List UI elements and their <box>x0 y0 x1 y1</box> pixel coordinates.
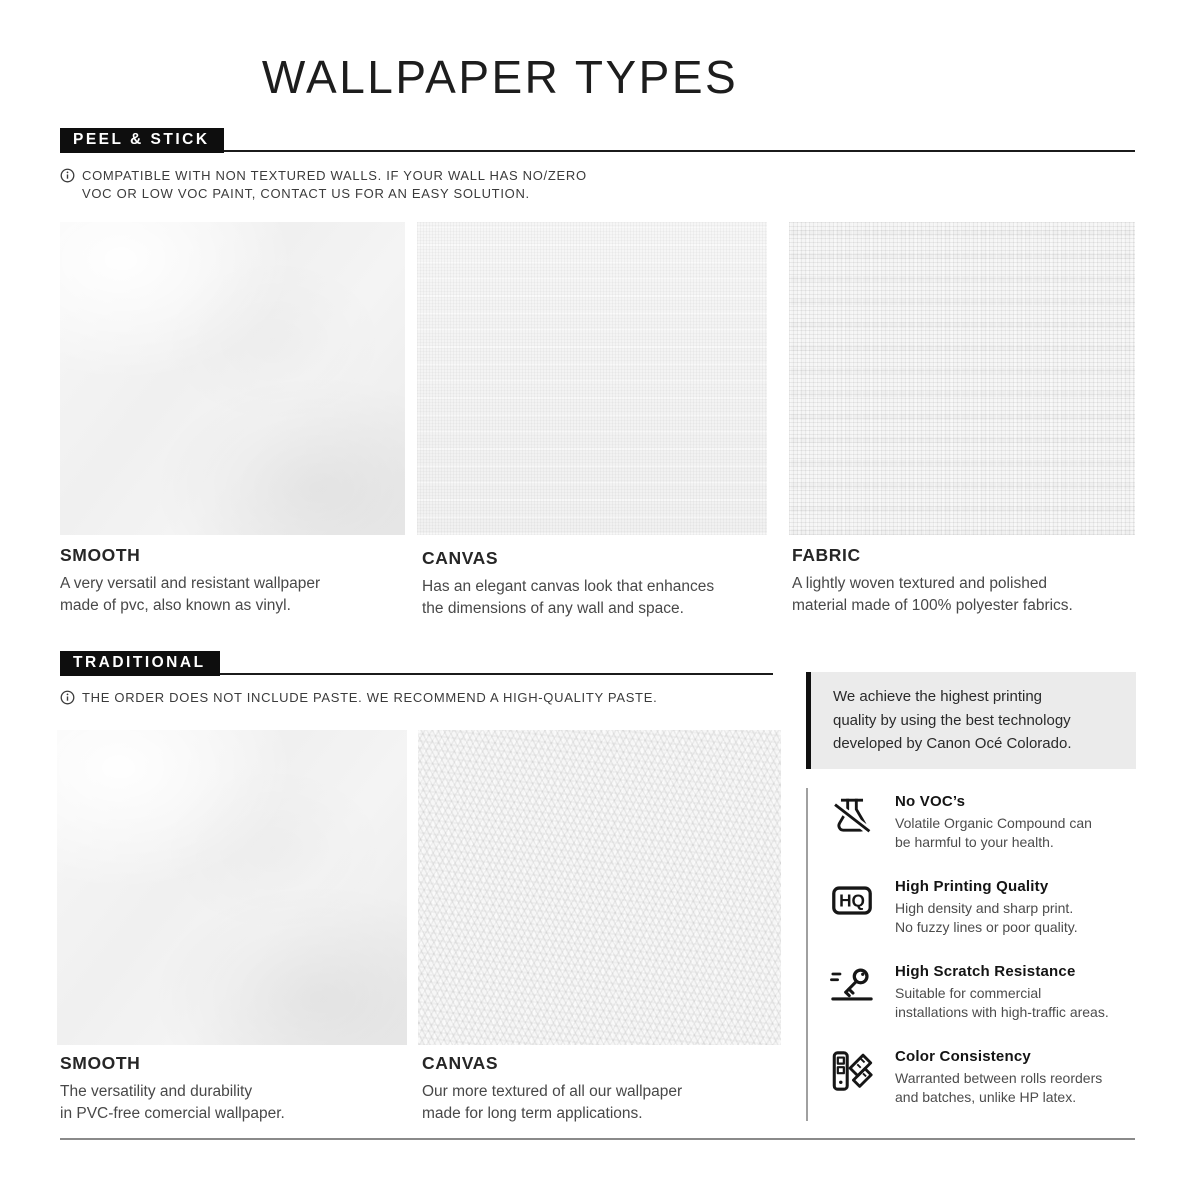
description-line: Warranted between rolls reorders <box>895 1070 1103 1086</box>
description-line: made for long term applications. <box>422 1104 643 1122</box>
description-line: Our more textured of all our wallpaper <box>422 1083 683 1100</box>
description-line: No fuzzy lines or poor quality. <box>895 919 1078 935</box>
swatch-peel-canvas <box>417 222 767 535</box>
description-line: High density and sharp print. <box>895 900 1074 916</box>
swatch-description <box>792 573 1073 616</box>
feature-description <box>895 984 1109 1022</box>
note-line: COMPATIBLE WITH NON TEXTURED WALLS. IF YOUR WALL HAS NO/ZERO <box>82 168 587 183</box>
feature-body <box>895 963 1109 1022</box>
description-line: the dimensions of any wall and space. <box>422 599 684 617</box>
swatch-peel-fabric <box>789 222 1135 535</box>
callout-line: We achieve the highest printing <box>833 688 1043 705</box>
note-text <box>82 167 587 202</box>
description-line: Volatile Organic Compound can <box>895 815 1092 831</box>
description-line: made of pvc, also known as vinyl. <box>60 596 291 614</box>
bottom-rule <box>60 1138 1135 1140</box>
description-line: A lightly woven textured and polished <box>792 575 1048 592</box>
feature-description <box>895 899 1078 937</box>
note-line: THE ORDER DOES NOT INCLUDE PASTE. WE RECOMMEND A HIGH-QUALITY PASTE. <box>82 690 658 705</box>
page-title: WALLPAPER TYPES <box>261 51 739 103</box>
hq-badge-icon <box>829 878 875 924</box>
feature-title: High Scratch Resistance <box>895 963 1076 980</box>
swatch-name: CANVAS <box>422 548 499 568</box>
section-badge-traditional: TRADITIONAL <box>60 651 220 676</box>
feature-description <box>895 814 1092 852</box>
note-line: VOC OR LOW VOC PAINT, CONTACT US FOR AN EASY SOLUTION. <box>82 185 530 201</box>
no-voc-flask-icon <box>829 793 875 839</box>
feature-no-vocs <box>829 793 1092 852</box>
swatch-name: CANVAS <box>422 1053 499 1073</box>
swatch-description <box>60 573 320 616</box>
key-scratch-icon <box>829 963 875 1009</box>
feature-high-printing-quality <box>829 878 1078 937</box>
caption-peel-fabric <box>792 545 1073 616</box>
description-line: Has an elegant canvas look that enhances <box>422 578 715 595</box>
svg-text:HQ: HQ <box>839 890 865 911</box>
swatch-traditional-smooth <box>57 730 407 1045</box>
swatch-description <box>422 1081 682 1124</box>
feature-body <box>895 878 1078 937</box>
feature-title: Color Consistency <box>895 1048 1031 1065</box>
description-line: The versatility and durability <box>60 1083 253 1100</box>
swatch-description <box>422 576 714 619</box>
callout-line: quality by using the best technology <box>833 711 1071 729</box>
swatch-traditional-canvas <box>418 730 781 1045</box>
description-line: and batches, unlike HP latex. <box>895 1089 1077 1105</box>
feature-title: No VOC’s <box>895 793 966 810</box>
feature-body <box>895 1048 1102 1107</box>
swatch-peel-smooth <box>60 222 405 535</box>
note-text <box>82 689 657 707</box>
description-line: installations with high-traffic areas. <box>895 1004 1109 1020</box>
description-line: be harmful to your health. <box>895 834 1054 850</box>
caption-traditional-smooth <box>60 1053 285 1124</box>
info-icon <box>60 168 75 202</box>
traditional-note <box>60 689 657 707</box>
info-icon <box>60 690 75 707</box>
section-badge-peel-and-stick: PEEL & STICK <box>60 128 224 153</box>
feature-body <box>895 793 1092 852</box>
description-line: in PVC-free comercial wallpaper. <box>60 1104 285 1122</box>
description-line: Suitable for commercial <box>895 985 1042 1001</box>
description-line: A very versatil and resistant wallpaper <box>60 575 321 592</box>
feature-title: High Printing Quality <box>895 878 1049 895</box>
callout-line: developed by Canon Océ Colorado. <box>833 735 1072 752</box>
feature-color-consistency <box>829 1048 1102 1107</box>
feature-high-scratch-resistance <box>829 963 1109 1022</box>
caption-traditional-canvas <box>422 1053 682 1124</box>
peel-and-stick-note <box>60 167 587 202</box>
color-swatches-icon <box>829 1048 875 1094</box>
print-quality-callout <box>806 672 1136 769</box>
feature-description <box>895 1069 1102 1107</box>
features-divider-line <box>806 788 808 1121</box>
caption-peel-smooth <box>60 545 320 616</box>
swatch-name: FABRIC <box>792 545 861 565</box>
swatch-name: SMOOTH <box>60 1053 141 1073</box>
swatch-description <box>60 1081 285 1124</box>
swatch-name: SMOOTH <box>60 545 141 565</box>
caption-peel-canvas <box>422 548 714 619</box>
description-line: material made of 100% polyester fabrics. <box>792 596 1073 614</box>
